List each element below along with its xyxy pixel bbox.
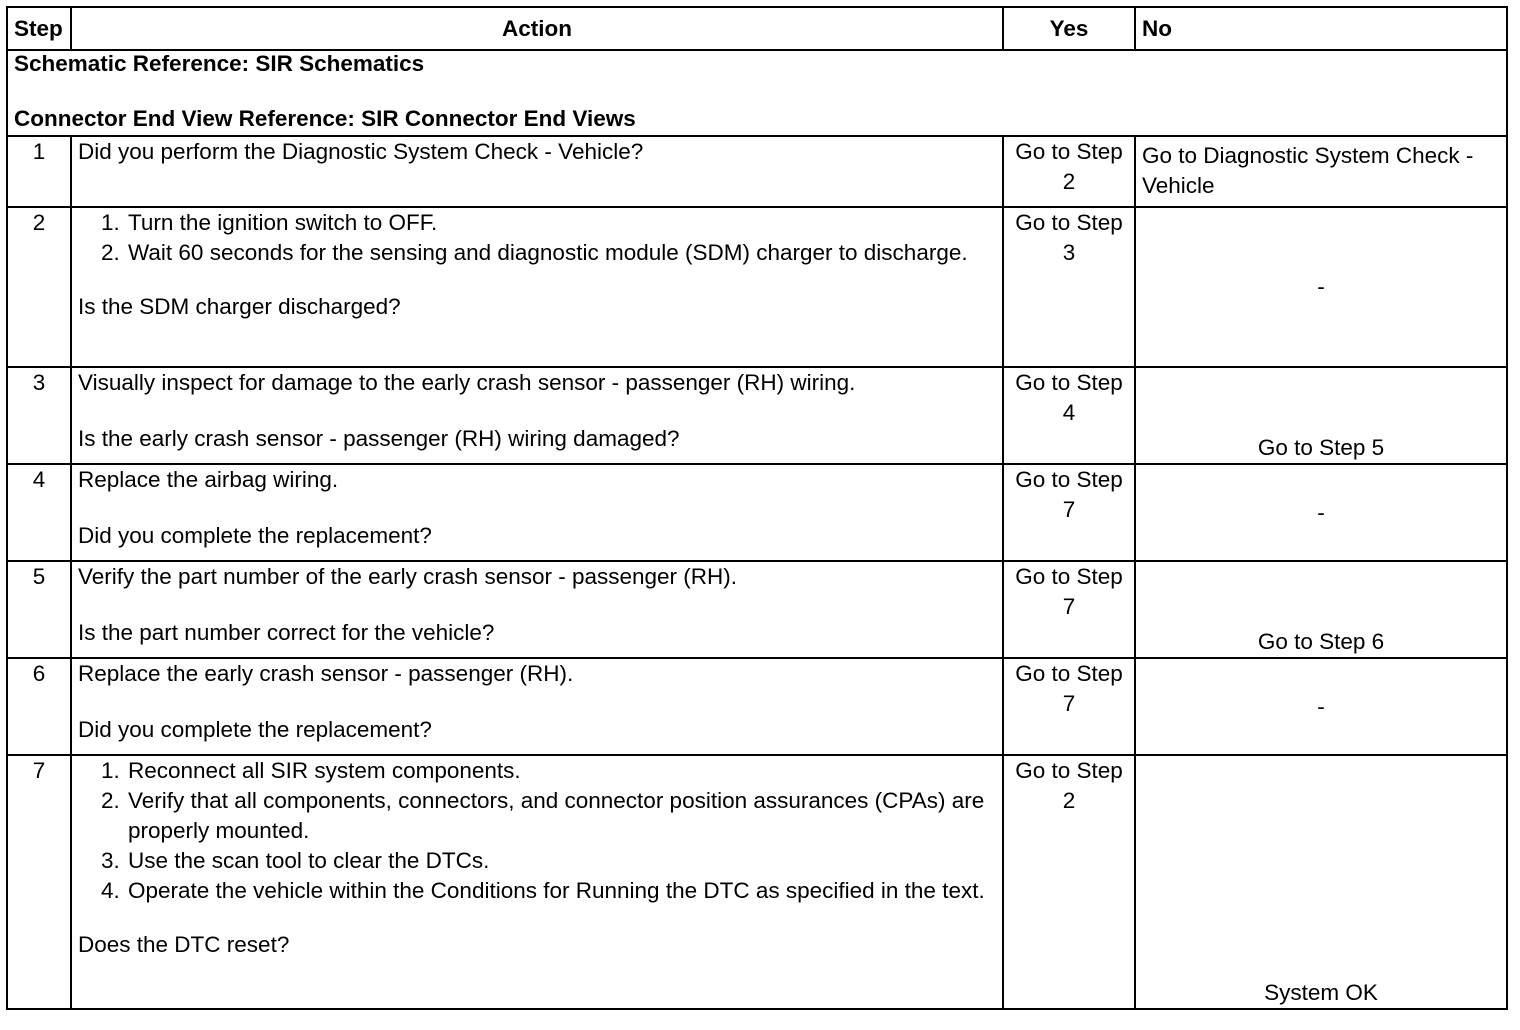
reference-row bbox=[7, 50, 1507, 136]
no-cell: - bbox=[1135, 207, 1507, 367]
action-cell bbox=[71, 561, 1003, 658]
action-cell bbox=[71, 658, 1003, 755]
table-row bbox=[7, 207, 1507, 367]
action-step-item: 2. Verify that all components, connectors, and connector position assurances (CPAs) are properly mounted. bbox=[126, 786, 996, 846]
no-cell: Go to Step 5 bbox=[1135, 367, 1507, 464]
no-cell: - bbox=[1135, 658, 1507, 755]
step-number: 5 bbox=[7, 561, 71, 658]
action-text: Verify the part number of the early crash sensor - passenger (RH). bbox=[78, 564, 738, 589]
table-row bbox=[7, 367, 1507, 464]
action-step-item: 3. Use the scan tool to clear the DTCs. bbox=[126, 846, 996, 876]
action-question: Did you complete the replacement? bbox=[78, 717, 432, 742]
step-number: 7 bbox=[7, 755, 71, 1009]
reference-cell bbox=[7, 50, 1507, 136]
action-cell bbox=[71, 136, 1003, 207]
action-step-item: 4. Operate the vehicle within the Conditions for Running the DTC as specified in the text. bbox=[126, 876, 996, 906]
action-step-item: 1. Turn the ignition switch to OFF. bbox=[126, 208, 996, 238]
action-question: Does the DTC reset? bbox=[78, 932, 290, 957]
yes-cell: Go to Step 7 bbox=[1003, 464, 1135, 561]
table-row bbox=[7, 658, 1507, 755]
table-row bbox=[7, 755, 1507, 1009]
table-row bbox=[7, 136, 1507, 207]
action-cell bbox=[71, 755, 1003, 1009]
action-question: Is the early crash sensor - passenger (RH) wiring damaged? bbox=[78, 426, 680, 451]
action-question: Did you complete the replacement? bbox=[78, 523, 432, 548]
action-text: Replace the early crash sensor - passenger (RH). bbox=[78, 661, 574, 686]
step-number: 4 bbox=[7, 464, 71, 561]
action-cell bbox=[71, 367, 1003, 464]
action-cell bbox=[71, 464, 1003, 561]
action-question: Is the SDM charger discharged? bbox=[78, 294, 401, 319]
step-number: 6 bbox=[7, 658, 71, 755]
step-number: 2 bbox=[7, 207, 71, 367]
action-text: Replace the airbag wiring. bbox=[78, 467, 339, 492]
step-number: 3 bbox=[7, 367, 71, 464]
yes-cell: Go to Step 4 bbox=[1003, 367, 1135, 464]
action-steps-list bbox=[78, 756, 996, 906]
action-step-item: 1. Reconnect all SIR system components. bbox=[126, 756, 996, 786]
table-row bbox=[7, 561, 1507, 658]
action-text: Visually inspect for damage to the early crash sensor - passenger (RH) wiring. bbox=[78, 370, 856, 395]
yes-cell: Go to Step 7 bbox=[1003, 561, 1135, 658]
action-steps-list bbox=[78, 208, 996, 268]
yes-cell: Go to Step 7 bbox=[1003, 658, 1135, 755]
diagnostic-procedure-sheet bbox=[6, 6, 1506, 1010]
table-row bbox=[7, 464, 1507, 561]
no-cell: - bbox=[1135, 464, 1507, 561]
header-action: Action bbox=[71, 7, 1003, 50]
no-cell: System OK bbox=[1135, 755, 1507, 1009]
action-step-item: 2. Wait 60 seconds for the sensing and diagnostic module (SDM) charger to discharge. bbox=[126, 238, 996, 268]
action-question: Is the part number correct for the vehicle? bbox=[78, 620, 495, 645]
diagnostic-table bbox=[6, 6, 1508, 1010]
yes-cell: Go to Step 3 bbox=[1003, 207, 1135, 367]
header-no: No bbox=[1135, 7, 1507, 50]
header-yes: Yes bbox=[1003, 7, 1135, 50]
no-cell: Go to Diagnostic System Check - Vehicle bbox=[1135, 136, 1507, 207]
no-cell: Go to Step 6 bbox=[1135, 561, 1507, 658]
yes-cell: Go to Step 2 bbox=[1003, 136, 1135, 207]
header-row bbox=[7, 7, 1507, 50]
yes-cell: Go to Step 2 bbox=[1003, 755, 1135, 1009]
action-text: Did you perform the Diagnostic System Check - Vehicle? bbox=[78, 139, 644, 164]
schematic-reference: Schematic Reference: SIR Schematics bbox=[14, 51, 425, 76]
step-number: 1 bbox=[7, 136, 71, 207]
header-step: Step bbox=[7, 7, 71, 50]
connector-reference: Connector End View Reference: SIR Connector End Views bbox=[14, 106, 636, 131]
action-cell bbox=[71, 207, 1003, 367]
